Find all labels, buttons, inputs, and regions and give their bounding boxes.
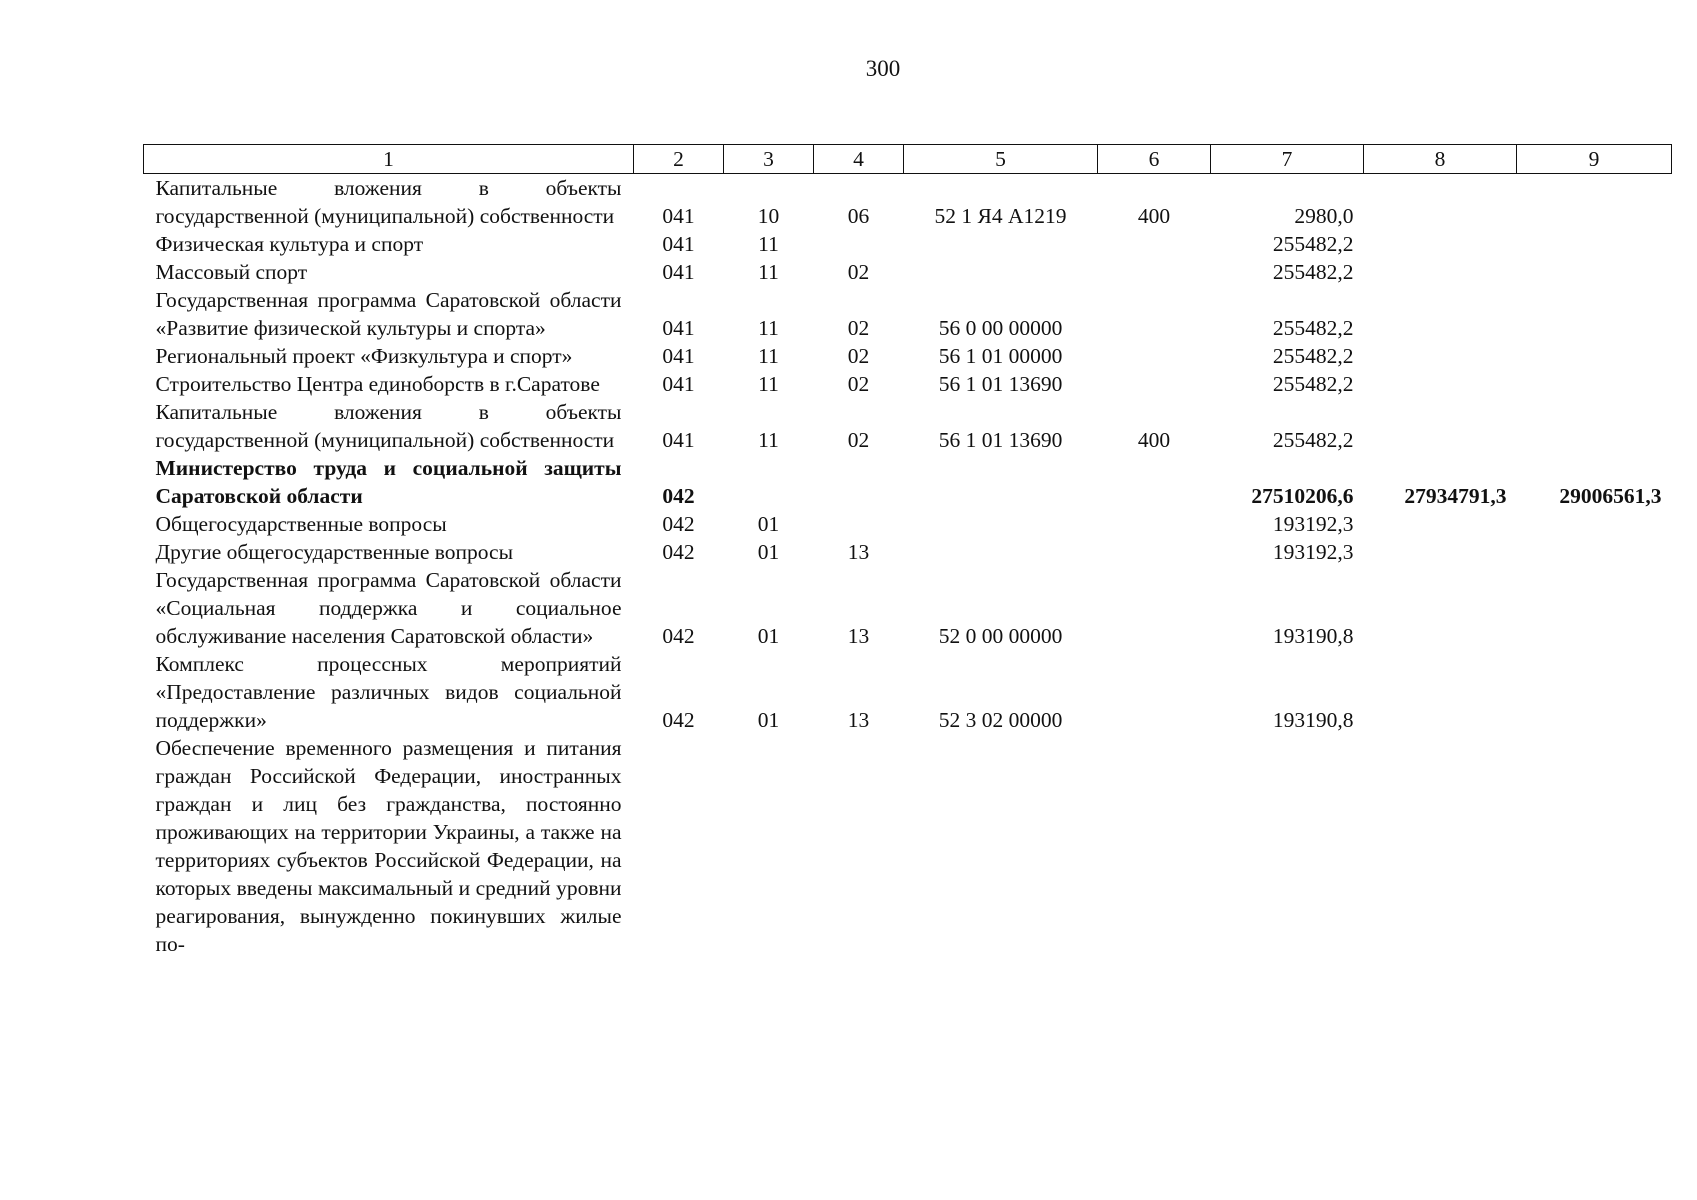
row-amount-col9-cell xyxy=(1517,342,1672,370)
row-name-cell: Другие общегосударственные вопросы xyxy=(155,540,514,564)
row-target-article-cell xyxy=(904,258,1098,286)
row-name-cell: Капитальные вложения в объекты государственной (муниципальной) собственности xyxy=(155,176,622,228)
row-amount-col7-cell: 255482,2 xyxy=(1272,372,1354,396)
row-section-cell: 01 xyxy=(757,624,780,648)
row-name-cell: Физическая культура и спорт xyxy=(155,232,424,256)
row-subsection-cell: 13 xyxy=(847,624,870,648)
row-name-cell: Комплекс процессных мероприятий «Предоставление различных видов социальной поддержки» xyxy=(155,652,622,732)
row-subsection-cell: 02 xyxy=(847,428,870,452)
row-amount-col8-cell xyxy=(1364,538,1517,566)
row-expense-type-cell xyxy=(1098,230,1211,258)
row-section-cell: 01 xyxy=(757,512,780,536)
row-section-cell: 11 xyxy=(758,316,779,340)
row-ministry-code-cell: 042 xyxy=(662,512,695,536)
row-subsection-cell xyxy=(814,510,904,538)
row-section-cell xyxy=(724,454,814,510)
row-amount-col8-cell xyxy=(1364,174,1517,231)
row-subsection-cell: 06 xyxy=(847,204,870,228)
row-subsection-cell xyxy=(814,734,904,958)
row-amount-col9-cell xyxy=(1517,566,1672,650)
row-target-article-cell xyxy=(904,734,1098,958)
row-section-cell: 11 xyxy=(758,428,779,452)
table-row xyxy=(144,398,1672,454)
row-target-article-cell xyxy=(904,510,1098,538)
budget-table xyxy=(143,144,1672,958)
row-amount-col7-cell: 255482,2 xyxy=(1272,232,1354,256)
row-ministry-code-cell: 041 xyxy=(662,372,695,396)
row-target-article-cell: 52 3 02 00000 xyxy=(938,708,1063,732)
page-number: 300 xyxy=(865,56,901,81)
row-amount-col7-cell: 193192,3 xyxy=(1272,540,1354,564)
row-amount-col7-cell: 2980,0 xyxy=(1294,204,1354,228)
row-expense-type-cell xyxy=(1098,454,1211,510)
row-name-cell: Региональный проект «Физкультура и спорт» xyxy=(155,344,573,368)
row-amount-col7-cell: 255482,2 xyxy=(1272,260,1354,284)
row-amount-col8-cell xyxy=(1364,398,1517,454)
row-amount-col7-cell: 193190,8 xyxy=(1272,624,1354,648)
row-amount-col8-cell xyxy=(1364,230,1517,258)
table-row xyxy=(144,650,1672,734)
row-name-cell: Обеспечение временного размещения и питания граждан Российской Федерации, иностранных граждан и лиц без гражданства, постоянно проживающих на территории Украины, а также на территориях субъектов Российской Федерации, на которых введены максимальный и средний уровни реагирования, вынужденно покинувших жилые по- xyxy=(155,736,622,956)
row-amount-col7-cell: 193192,3 xyxy=(1272,512,1354,536)
header-col-1: 1 xyxy=(144,145,634,174)
row-expense-type-cell xyxy=(1098,734,1211,958)
row-expense-type-cell xyxy=(1098,650,1211,734)
table-header xyxy=(144,145,1672,174)
row-section-cell xyxy=(724,734,814,958)
row-expense-type-cell xyxy=(1098,286,1211,342)
row-expense-type-cell xyxy=(1098,566,1211,650)
row-target-article-cell xyxy=(904,538,1098,566)
row-section-cell: 11 xyxy=(758,232,779,256)
row-subsection-cell: 13 xyxy=(847,540,870,564)
row-ministry-code-cell: 041 xyxy=(662,316,695,340)
table-row xyxy=(144,734,1672,958)
row-subsection-cell xyxy=(814,454,904,510)
table-row xyxy=(144,566,1672,650)
row-amount-col9-cell xyxy=(1517,650,1672,734)
table-row xyxy=(144,510,1672,538)
row-amount-col8-cell xyxy=(1364,734,1517,958)
row-amount-col7-cell: 193190,8 xyxy=(1272,708,1354,732)
row-amount-col9-cell xyxy=(1517,398,1672,454)
row-section-cell: 01 xyxy=(757,708,780,732)
row-target-article-cell: 52 0 00 00000 xyxy=(938,624,1063,648)
row-name-cell: Общегосударственные вопросы xyxy=(155,512,447,536)
table-row xyxy=(144,258,1672,286)
header-col-4: 4 xyxy=(814,145,904,174)
header-col-8: 8 xyxy=(1364,145,1517,174)
row-target-article-cell: 56 1 01 13690 xyxy=(938,372,1063,396)
row-expense-type-cell xyxy=(1098,510,1211,538)
row-subsection-cell: 13 xyxy=(847,708,870,732)
row-name-cell: Массовый спорт xyxy=(155,260,308,284)
header-col-6: 6 xyxy=(1098,145,1211,174)
row-expense-type-cell: 400 xyxy=(1137,428,1171,452)
table-row xyxy=(144,454,1672,510)
row-amount-col9-cell xyxy=(1517,370,1672,398)
header-col-2: 2 xyxy=(634,145,724,174)
row-amount-col9-cell: 29006561,3 xyxy=(1559,484,1662,508)
row-section-cell: 11 xyxy=(758,344,779,368)
table-row xyxy=(144,286,1672,342)
row-amount-col9-cell xyxy=(1517,734,1672,958)
row-name-cell: Государственная программа Саратовской области «Социальная поддержка и социальное обслуживание населения Саратовской области» xyxy=(155,568,622,648)
row-target-article-cell: 56 1 01 00000 xyxy=(938,344,1063,368)
header-row xyxy=(144,145,1672,174)
row-section-cell: 11 xyxy=(758,372,779,396)
table-row xyxy=(144,174,1672,231)
row-amount-col8-cell: 27934791,3 xyxy=(1404,484,1507,508)
row-amount-col8-cell xyxy=(1364,510,1517,538)
header-col-9: 9 xyxy=(1517,145,1672,174)
row-ministry-code-cell: 042 xyxy=(662,708,695,732)
row-amount-col8-cell xyxy=(1364,370,1517,398)
row-amount-col9-cell xyxy=(1517,174,1672,231)
row-amount-col7-cell: 255482,2 xyxy=(1272,428,1354,452)
table-body xyxy=(144,174,1672,959)
row-target-article-cell xyxy=(904,230,1098,258)
row-subsection-cell: 02 xyxy=(847,372,870,396)
row-ministry-code-cell xyxy=(634,734,724,958)
row-name-cell: Государственная программа Саратовской области «Развитие физической культуры и спорта» xyxy=(155,288,622,340)
row-name-cell: Министерство труда и социальной защиты Саратовской области xyxy=(155,456,622,508)
row-ministry-code-cell: 042 xyxy=(662,540,695,564)
table-row xyxy=(144,538,1672,566)
row-amount-col9-cell xyxy=(1517,230,1672,258)
row-amount-col7-cell: 255482,2 xyxy=(1272,316,1354,340)
table-row xyxy=(144,230,1672,258)
row-amount-col7-cell xyxy=(1211,734,1364,958)
row-section-cell: 11 xyxy=(758,260,779,284)
row-target-article-cell: 52 1 Я4 А1219 xyxy=(934,204,1067,228)
row-ministry-code-cell: 041 xyxy=(662,232,695,256)
row-subsection-cell xyxy=(814,230,904,258)
row-ministry-code-cell: 041 xyxy=(662,344,695,368)
row-expense-type-cell xyxy=(1098,538,1211,566)
row-expense-type-cell xyxy=(1098,370,1211,398)
row-target-article-cell: 56 0 00 00000 xyxy=(938,316,1063,340)
row-amount-col9-cell xyxy=(1517,286,1672,342)
row-ministry-code-cell: 041 xyxy=(662,260,695,284)
row-amount-col7-cell: 255482,2 xyxy=(1272,344,1354,368)
header-col-3: 3 xyxy=(724,145,814,174)
row-target-article-cell xyxy=(904,454,1098,510)
row-ministry-code-cell: 042 xyxy=(662,624,695,648)
row-amount-col9-cell xyxy=(1517,258,1672,286)
row-name-cell: Капитальные вложения в объекты государственной (муниципальной) собственности xyxy=(155,400,622,452)
row-ministry-code-cell: 042 xyxy=(662,484,695,508)
header-col-7: 7 xyxy=(1211,145,1364,174)
row-subsection-cell: 02 xyxy=(847,316,870,340)
row-amount-col9-cell xyxy=(1517,510,1672,538)
row-expense-type-cell xyxy=(1098,342,1211,370)
row-subsection-cell: 02 xyxy=(847,344,870,368)
row-amount-col8-cell xyxy=(1364,566,1517,650)
row-amount-col7-cell: 27510206,6 xyxy=(1251,484,1354,508)
row-amount-col8-cell xyxy=(1364,650,1517,734)
header-col-5: 5 xyxy=(904,145,1098,174)
row-section-cell: 01 xyxy=(757,540,780,564)
table-row xyxy=(144,370,1672,398)
table-row xyxy=(144,342,1672,370)
row-amount-col8-cell xyxy=(1364,258,1517,286)
row-section-cell: 10 xyxy=(757,204,780,228)
row-target-article-cell: 56 1 01 13690 xyxy=(938,428,1063,452)
row-ministry-code-cell: 041 xyxy=(662,428,695,452)
row-expense-type-cell xyxy=(1098,258,1211,286)
row-amount-col9-cell xyxy=(1517,538,1672,566)
row-amount-col8-cell xyxy=(1364,286,1517,342)
row-ministry-code-cell: 041 xyxy=(662,204,695,228)
row-subsection-cell: 02 xyxy=(847,260,870,284)
row-expense-type-cell: 400 xyxy=(1137,204,1171,228)
row-amount-col8-cell xyxy=(1364,342,1517,370)
row-name-cell: Строительство Центра единоборств в г.Саратове xyxy=(155,372,600,396)
